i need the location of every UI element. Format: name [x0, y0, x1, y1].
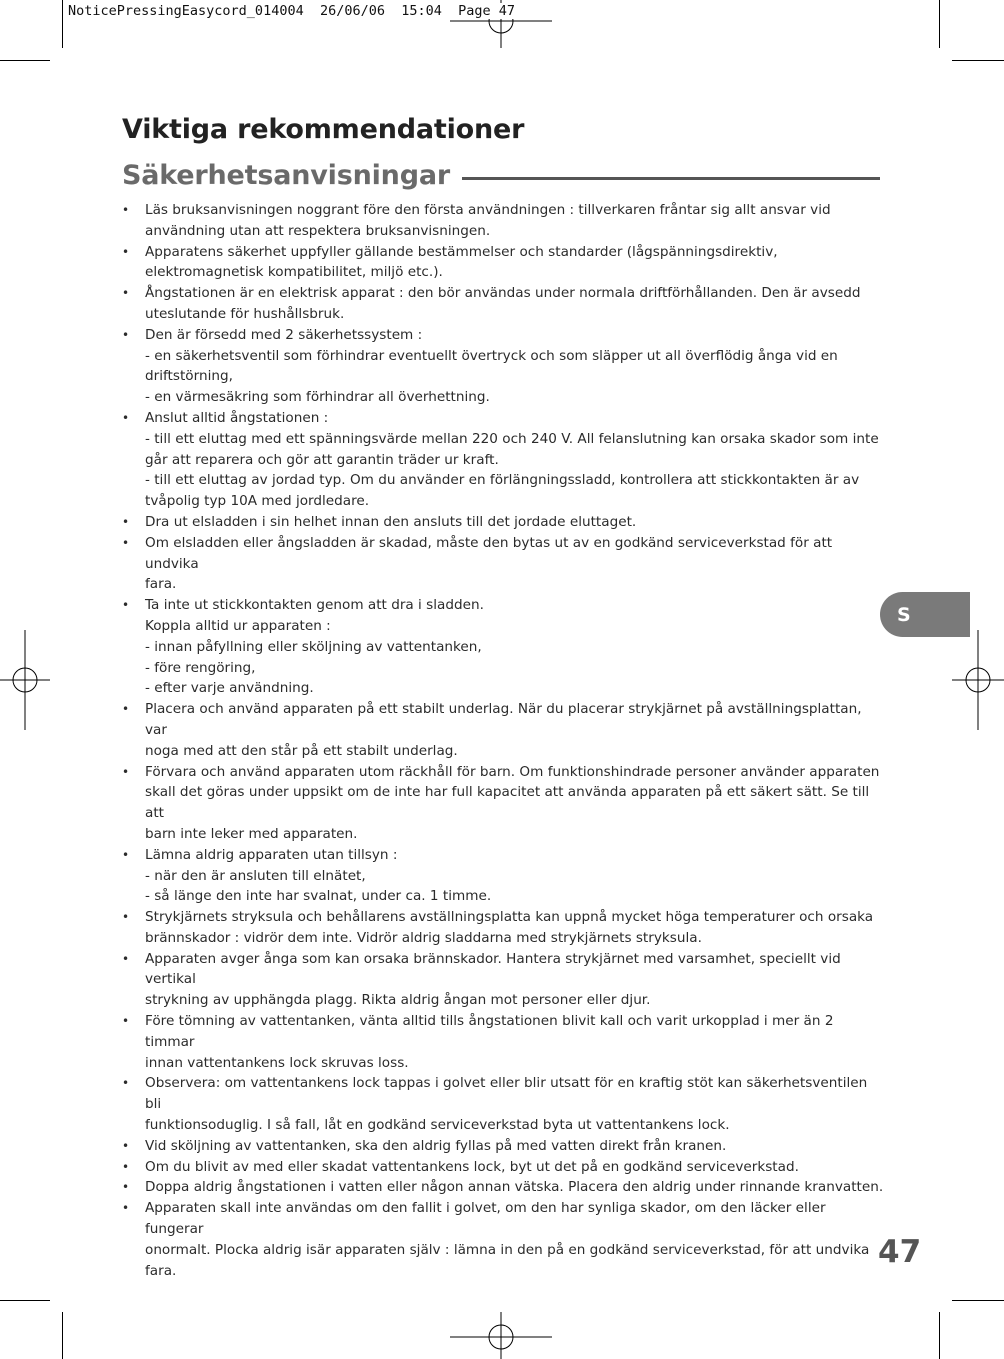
list-item-line: användning utan att respektera bruksanvisningen. — [145, 222, 491, 239]
list-item — [122, 512, 884, 533]
list-item-line: • Om du blivit av med eller skadat vattentankens lock, byt ut det på en godkänd serviceverkstad. — [145, 1158, 799, 1175]
list-item — [122, 1177, 884, 1198]
language-tab-label: S — [897, 603, 911, 626]
list-item — [122, 1073, 884, 1135]
list-item-line: - till ett eluttag av jordad typ. Om du använder en förlängningssladd, kontrollera att stickkontakten är av — [145, 472, 860, 489]
list-item-line: • Strykjärnets stryksula och behållarens avställningsplatta kan uppnå mycket höga temperaturer och orsaka — [145, 909, 874, 926]
list-item-line: - en värmesäkring som förhindrar all överhettning. — [145, 389, 490, 406]
crop-mark — [939, 0, 940, 48]
list-item-line: driftstörning, — [145, 368, 233, 385]
list-item — [122, 533, 884, 595]
crop-mark — [952, 1300, 1004, 1301]
list-item-line: - till ett eluttag med ett spänningsvärde mellan 220 och 240 V. All felanslutning kan orsaka skador som inte — [145, 430, 879, 447]
list-item — [122, 1198, 884, 1281]
list-item — [122, 845, 884, 907]
list-item-line: - en säkerhetsventil som förhindrar eventuellt övertryck och som släpper ut all överflödig ånga vid en — [145, 347, 838, 364]
heading-rule — [462, 177, 880, 180]
list-item — [122, 699, 884, 761]
list-item-line: • Den är försedd med 2 säkerhetssystem : — [145, 326, 423, 343]
list-item-line: • Placera och använd apparaten på ett stabilt underlag. När du placerar strykjärnet på avställningsplattan, var — [145, 701, 862, 738]
list-item-line: barn inte leker med apparaten. — [145, 825, 358, 842]
list-item — [122, 949, 884, 1011]
list-item — [122, 283, 884, 325]
registration-mark-bottom — [450, 1312, 552, 1359]
list-item — [122, 1136, 884, 1157]
list-item-line: • Anslut alltid ångstationen : — [145, 409, 329, 426]
list-item-line: - så länge den inte har svalnat, under ca. 1 timme. — [145, 888, 492, 905]
list-item — [122, 595, 884, 699]
list-item — [122, 1011, 884, 1073]
list-item-line: • Doppa aldrig ångstationen i vatten eller någon annan vätska. Placera den aldrig under rinnande kranvatten. — [145, 1179, 884, 1196]
list-item-line: noga med att den står på ett stabilt underlag. — [145, 742, 458, 759]
page-number: 47 — [878, 1234, 922, 1270]
list-item — [122, 200, 884, 242]
list-item-line: fara. — [145, 1262, 177, 1279]
list-item — [122, 762, 884, 845]
crop-mark — [0, 60, 50, 61]
list-item-line: • Apparaten skall inte användas om den fallit i golvet, om den har synliga skador, om den läcker eller fungerar — [145, 1200, 826, 1238]
section-heading: Säkerhetsanvisningar — [122, 160, 450, 191]
list-item-line: • Apparaten avger ånga som kan orsaka brännskador. Hantera strykjärnet med varsamhet, speciellt vid vertikal — [145, 950, 841, 988]
list-item-line: • Läs bruksanvisningen noggrant före den första användningen : tillverkaren fråntar sig allt ansvar vid — [145, 202, 831, 218]
registration-mark-right — [952, 630, 1004, 730]
safety-instructions-list — [122, 200, 884, 1281]
list-item-line: funktionsoduglig. I så fall, låt en godkänd serviceverkstad byta ut vattentankens lock. — [145, 1117, 730, 1134]
list-item-line: • Ta inte ut stickkontakten genom att dra i sladden. — [145, 597, 484, 614]
list-item-line: • Observera: om vattentankens lock tappas i golvet eller blir utsatt för en kraftig stöt kan säkerhetsventilen bli — [145, 1075, 868, 1113]
crop-mark — [952, 60, 1004, 61]
crop-mark — [62, 0, 63, 48]
list-item-line: - när den är ansluten till elnätet, — [145, 867, 366, 884]
list-item-line: fara. — [145, 576, 177, 593]
list-item-line: skall det göras under uppsikt om de inte har full kapacitet att använda apparaten på ett säkert sätt. Se till att — [145, 784, 870, 822]
list-item-line: - efter varje användning. — [145, 680, 314, 697]
list-item-line: • Vid sköljning av vattentanken, ska den aldrig fyllas på med vatten direkt från kranen. — [145, 1137, 727, 1154]
list-item-line: - innan påfyllning eller sköljning av vattentanken, — [145, 638, 482, 655]
list-item — [122, 408, 884, 512]
list-item-line: onormalt. Plocka aldrig isär apparaten själv : lämna in den på en godkänd serviceverkstad, för att undvika — [145, 1241, 870, 1258]
list-item-line: • Om elsladden eller ångsladden är skadad, måste den bytas ut av en godkänd serviceverkstad för att undvika — [145, 534, 833, 572]
list-item — [122, 242, 884, 284]
list-item-line: strykning av upphängda plagg. Rikta aldrig ångan mot personer eller djur. — [145, 992, 651, 1009]
page-title: Viktiga rekommendationer — [122, 114, 525, 145]
list-item — [122, 1157, 884, 1178]
list-item — [122, 907, 884, 949]
crop-mark — [62, 1312, 63, 1359]
list-item-line: • Förvara och använd apparaten utom räckhåll för barn. Om funktionshindrade personer använder apparaten — [145, 763, 880, 780]
crop-mark — [0, 1300, 50, 1301]
list-item-line: elektromagnetisk kompatibilitet, miljö etc.). — [145, 264, 443, 281]
registration-mark-left — [0, 630, 50, 730]
list-item-line: brännskador : vidrör dem inte. Vidrör aldrig sladdarna med strykjärnets stryksula. — [145, 929, 702, 946]
list-item-line: • Apparatens säkerhet uppfyller gällande bestämmelser och standarder (lågspänningsdirektiv, — [145, 243, 778, 260]
list-item-line: innan vattentankens lock skruvas loss. — [145, 1054, 409, 1071]
list-item-line: • Ångstationen är en elektrisk apparat : den bör användas under normala driftförhållanden. Den är avsedd — [145, 285, 861, 302]
crop-mark — [939, 1312, 940, 1359]
list-item-line: går att reparera och gör att garantin träder ur kraft. — [145, 451, 499, 468]
list-item-line: - före rengöring, — [145, 659, 256, 676]
print-slug: NoticePressingEasycord_014004 26/06/06 15:04 Page 47 — [64, 3, 519, 19]
section-heading-row — [122, 160, 880, 191]
list-item-line: tvåpolig typ 10A med jordledare. — [145, 493, 370, 510]
list-item-line: • Lämna aldrig apparaten utan tillsyn : — [145, 846, 398, 863]
list-item-line: • Före tömning av vattentanken, vänta alltid tills ångstationen blivit kall och varit urkopplad i mer än 2 timmar — [145, 1013, 834, 1050]
list-item — [122, 325, 884, 408]
list-item-line: uteslutande för hushållsbruk. — [145, 305, 345, 322]
list-item-line: • Dra ut elsladden i sin helhet innan den ansluts till det jordade eluttaget. — [145, 513, 637, 530]
list-item-line: Koppla alltid ur apparaten : — [145, 617, 331, 634]
